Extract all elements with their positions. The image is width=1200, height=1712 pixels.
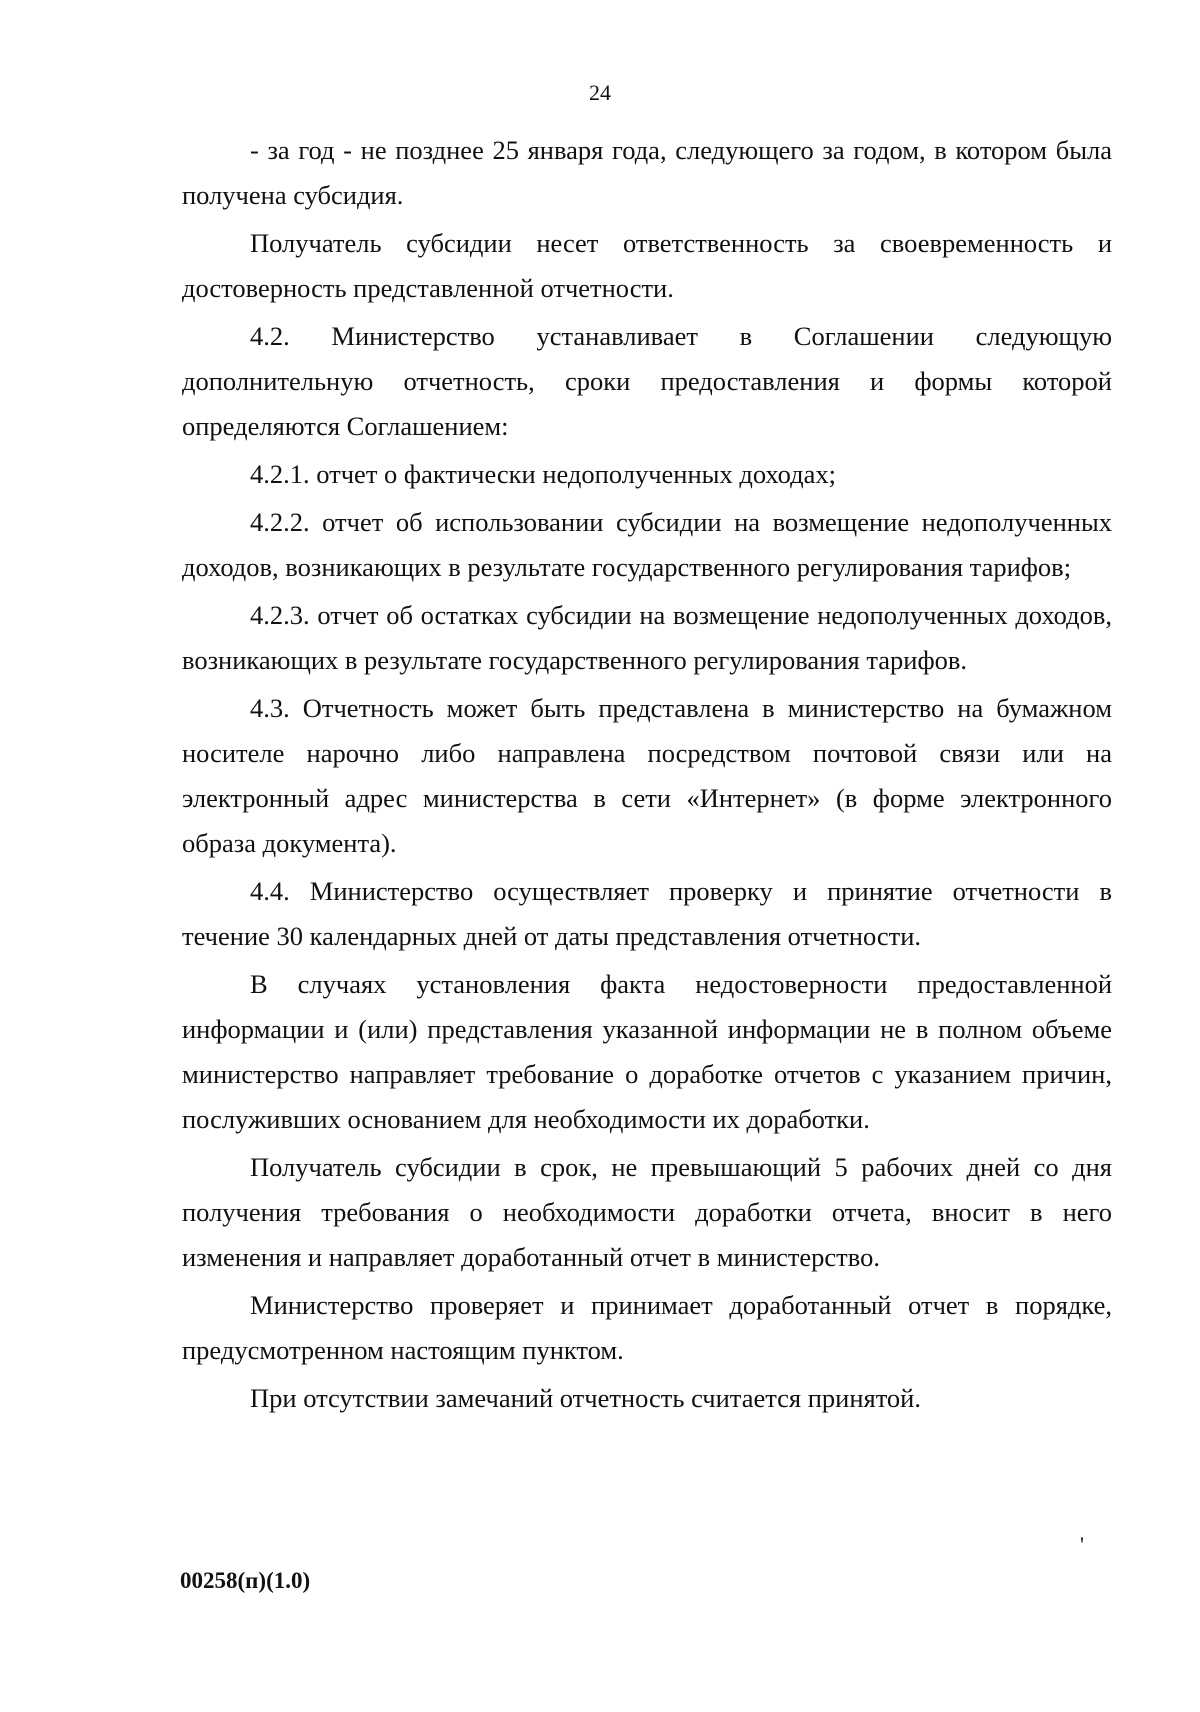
paragraph-ministry-checks: Министерство проверяет и принимает доработанный отчет в порядке, предусмотренном настоящим пунктом. (182, 1290, 1112, 1365)
paragraph-responsibility: Получатель субсидии несет ответственность за своевременность и достоверность представленной отчетности. (182, 228, 1112, 303)
paragraph-4-2: 4.2. Министерство устанавливает в Соглашении следующую дополнительную отчетность, сроки предоставления и формы которой определяются Соглашением: (182, 321, 1112, 441)
paragraph-4-2-3: 4.2.3. отчет об остатках субсидии на возмещение недополученных доходов, возникающих в результате государственного регулирования тарифов. (182, 600, 1112, 675)
document-code: 00258(п)(1.0) (180, 1568, 311, 1593)
document-body (182, 128, 1112, 1424)
paragraph-revision-deadline: Получатель субсидии в срок, не превышающий 5 рабочих дней со дня получения требования о необходимости доработки отчета, вносит в него изменения и направляет доработанный отчет в министерство. (182, 1152, 1112, 1272)
paragraph-4-2-1: 4.2.1. отчет о фактически недополученных доходах; (250, 459, 836, 489)
paragraph-inaccuracy-cases: В случаях установления факта недостоверности предоставленной информации и (или) представления указанной информации не в полном объеме министерство направляет требование о доработке отчетов с указанием причин, послуживших основанием для необходимости их доработки. (182, 969, 1112, 1134)
page-number: 24 (589, 80, 611, 105)
paragraph-accepted: При отсутствии замечаний отчетность считается принятой. (250, 1383, 921, 1413)
paragraph-4-4: 4.4. Министерство осуществляет проверку и принятие отчетности в течение 30 календарных дней от даты представления отчетности. (182, 876, 1112, 951)
paragraph-deadline-year: - за год - не позднее 25 января года, следующего за годом, в котором была получена субсидия. (182, 135, 1112, 210)
paragraph-4-2-2: 4.2.2. отчет об использовании субсидии на возмещение недополученных доходов, возникающих в результате государственного регулирования тарифов; (182, 507, 1112, 582)
paragraph-4-3: 4.3. Отчетность может быть представлена в министерство на бумажном носителе нарочно либо направлена посредством почтовой связи или на электронный адрес министерства в сети «Интернет» (в форме электронного образа документа). (182, 693, 1112, 858)
stray-mark: ' (1080, 1532, 1084, 1557)
